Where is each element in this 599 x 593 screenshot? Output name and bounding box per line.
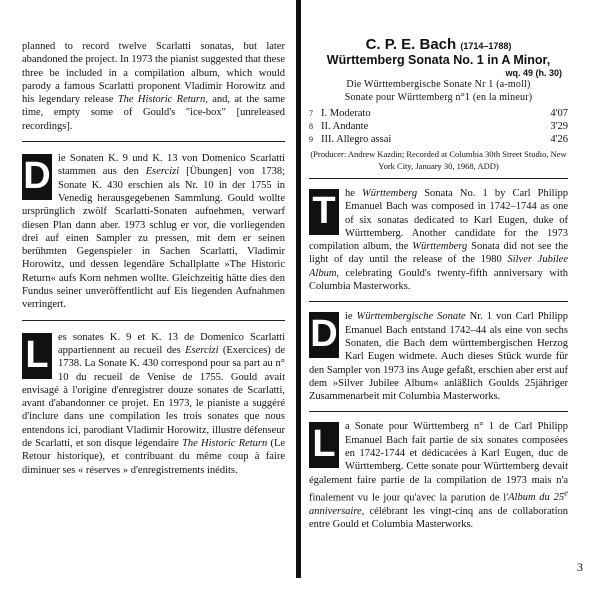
track-row <box>309 133 568 146</box>
text: es sonates K. 9 et K. 13 de Domenico Scarlatti appartiennent au recueil des <box>58 331 285 356</box>
german-paragraph <box>22 152 285 312</box>
drop-cap: D <box>22 154 52 200</box>
italic-title: Esercizi <box>185 344 219 356</box>
text: he <box>345 188 355 199</box>
italic-title: Esercizi <box>145 166 180 178</box>
french-section <box>309 412 568 539</box>
track-title: I. Moderato <box>321 108 371 119</box>
french-paragraph <box>309 420 568 531</box>
french-paragraph <box>22 331 285 477</box>
track-title: II. Andante <box>321 121 369 132</box>
italic-title-part: anniversaire, <box>309 505 365 517</box>
track-number: 7 <box>309 109 313 118</box>
italic-title: The Historic Return <box>182 438 268 450</box>
subtitle-german: Die Württembergische Sonate Nr 1 (a-moll) <box>346 79 531 90</box>
drop-cap: L <box>309 422 339 468</box>
italic-title: Silver Jubilee Album, <box>309 254 568 279</box>
text: ie Sonaten K. 9 und K. 13 von Domenico Scarlatti stammen aus den <box>58 153 285 178</box>
superscript: e <box>564 487 568 498</box>
german-section <box>22 142 285 320</box>
track-duration: 3'29 <box>550 121 568 132</box>
right-column <box>309 0 568 539</box>
recording-credit: (Producer: Andrew Kazdin; Recorded at Columbia 30th Street Studio, New York City, January 30, 1968, ADD) <box>310 149 567 171</box>
text: [Übungen] von 1738; Sonate K. 430 erschien als Nr. 10 in der 1755 in Venedig herausgegebenen Sammlung. Gould wollte ursprünglich zwölf Scarlatti-Sonaten aufnehmen, verwarf diesen Plan dann aber. 1973 schlug er vor, die vorliegenden drei auf einen Sampler zu pressen, mit dem er seinen berühmten Gegenspieler in Sachen Scarlatti, Vladimir Horowitz, und dessen legendäre Schallplatte »The Historic Return« aufs Korn nehmen wollte. Gleichzeitig hätte dies den Fundus seiner unveröffentlicht auf Eis liegenden Aufnahmen verringert. <box>22 166 285 311</box>
work-header <box>309 36 568 104</box>
composer-text: C. P. E. Bach <box>365 36 457 53</box>
text: célébrant les vingt-cinq ans de collaboration entre Gould et Columbia Masterworks. <box>309 505 568 531</box>
text: ie <box>345 311 353 323</box>
italic-title: Württemberg <box>362 188 418 199</box>
text: (Le Retour historique), et contribuant du même coup à faire diminuer ses « réserves » d'enregistrements inédits. <box>22 438 285 476</box>
track-duration: 4'26 <box>550 134 568 145</box>
text: Sonata did not see the light of day until the release of the 1980 <box>309 241 568 266</box>
subtitle-french: Sonate pour Württemberg n°1 (en la mineur) <box>344 92 533 103</box>
work-catalogue: wq. 49 (h. 30) <box>505 68 562 78</box>
page-number: 3 <box>577 560 583 574</box>
italic-title-part: Album du 25 <box>508 492 565 504</box>
left-column <box>22 0 285 485</box>
track-duration: 4'07 <box>550 108 568 119</box>
track-row <box>309 107 568 120</box>
english-section-continued <box>22 0 285 141</box>
text: (Exercices) de 1738. La Sonate K. 430 correspond pour sa part au n° 10 du recueil de Venise de 1755. Gould avait envisagé à l'origine d'enregistrer douze sonates de Scarlatti, avant d'abandonner ce projet. En 1973, le pianiste a suggéré d'inclure dans une compilation les trois sonates que nous entendons ici, parodiant Vladimir Horowitz, illustre défenseur de Scarlatti, et son disque légendaire <box>22 344 285 450</box>
french-section <box>22 321 285 485</box>
italic-title: Württemberg <box>412 241 468 253</box>
drop-cap: T <box>309 189 339 235</box>
italic-title: The Historic Return, <box>117 94 208 106</box>
german-paragraph <box>309 310 568 403</box>
work-title: Württemberg Sonata No. 1 in A Minor, <box>326 53 551 67</box>
track-number: 9 <box>309 135 313 144</box>
text: planned to record twelve Scarlatti sonatas, but later abandoned the project. In 1973 the pianist suggested that these three be included in a compilation album, which would parody a famous Scarlatti proponent Vladimir Horowitz and his legendary release <box>22 41 285 106</box>
track-number: 8 <box>309 122 313 131</box>
track-list <box>309 107 568 146</box>
text: Sonata No. 1 by Carl Philipp Emanuel Bach was composed in 1742–1744 as one of six sonatas dedicated to Karl Eugen, duke of Württemberg. Another candidate for the 1973 compilation album, the <box>309 188 568 253</box>
text: a Sonate pour Württemberg n° 1 de Carl Philipp Emanuel Bach fait partie de six sonates composées en 1742-1744 et dédicacées à Karl Eugen, duc de Württemberg. Cette sonate pour Württemberg devait également faire partie de la compilation de 1973 mais n'a finalement vu le jour qu'avec la parution de l' <box>309 421 568 504</box>
italic-title: Württembergische Sonate <box>356 311 466 323</box>
english-section <box>309 179 568 301</box>
composer-dates: (1714–1788) <box>460 41 512 51</box>
drop-cap: L <box>22 333 52 379</box>
text: celebrating Gould's twenty-fifth anniversary with Columbia Masterworks. <box>309 267 568 293</box>
track-title: III. Allegro assai <box>321 134 392 145</box>
composer-name <box>309 36 568 53</box>
english-paragraph <box>22 40 285 133</box>
track-row <box>309 120 568 133</box>
center-divider <box>296 0 301 578</box>
german-section <box>309 302 568 411</box>
english-paragraph <box>309 187 568 293</box>
text: Nr. 1 von Carl Philipp Emanuel Bach entstand 1742–44 als eine von sechs Sonaten, die Bach dem württembergischen Herzog Karl Eugen widmete. Auch dieses Stück wurde für den Sampler von 1973 ins Auge gefaßt, erschien aber erst auf dem »Silver Jubilee Album« anläßlich Goulds 25jähriger Zusammenarbeit mit Columbia Masterworks. <box>309 311 568 403</box>
text: and, at the same time, empty some of Gould's "ice-box" [unreleased recordings]. <box>22 94 285 132</box>
drop-cap: D <box>309 312 339 358</box>
